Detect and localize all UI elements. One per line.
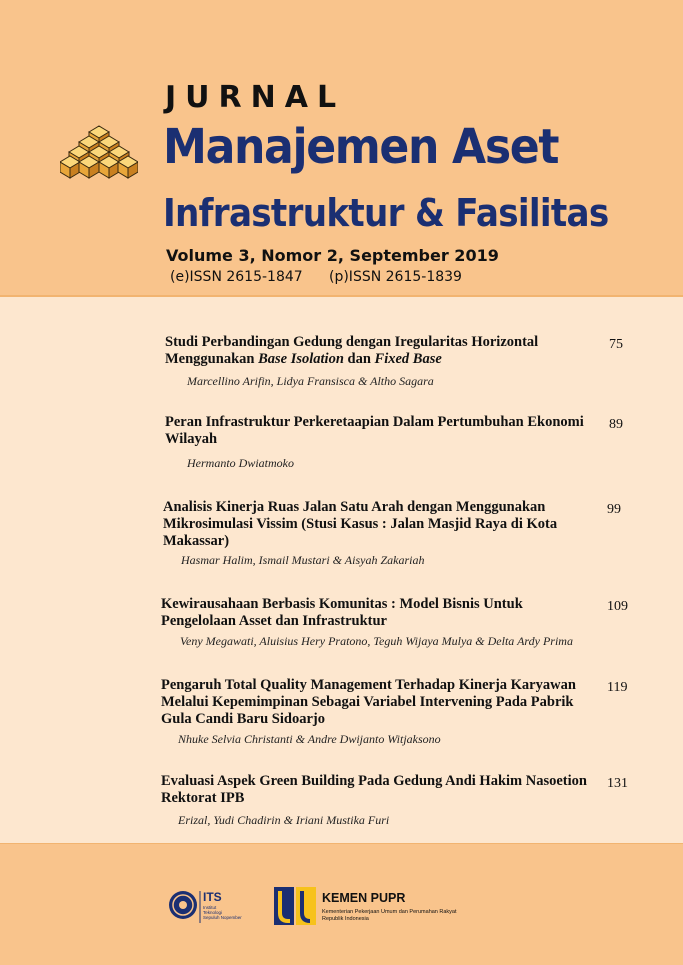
article-page-number: 109 bbox=[607, 599, 628, 614]
article-title-italic: Base Isolation bbox=[258, 351, 344, 367]
article-title[interactable]: Pengaruh Total Quality Management Terhadap Kinerja Karyawan Melalui Kepemimpinan Sebagai Variabel Intervening Pada Pabrik Gula Candi Baru Sidoarjo bbox=[161, 677, 576, 727]
its-logo bbox=[168, 885, 258, 929]
article-page-number: 99 bbox=[607, 502, 621, 517]
article-authors: Hasmar Halim, Ismail Mustari & Aisyah Zakariah bbox=[181, 553, 425, 567]
article-authors: Erizal, Yudi Chadirin & Iriani Mustika Furi bbox=[178, 813, 390, 827]
article-title[interactable]: Analisis Kinerja Ruas Jalan Satu Arah dengan Menggunakan Mikrosimulasi Vissim (Stusi Kasus : Jalan Masjid Raya di Kota Makassar) bbox=[163, 499, 558, 549]
article-page-number: 75 bbox=[609, 337, 623, 352]
article-page-number: 131 bbox=[607, 776, 628, 791]
article-title[interactable] bbox=[165, 334, 605, 368]
its-logo-text: ITS bbox=[203, 890, 222, 904]
article-page-number: 89 bbox=[609, 417, 623, 432]
pupr-country: Republik Indonesia bbox=[322, 916, 369, 922]
article-authors: Veny Megawati, Aluisius Hery Pratono, Teguh Wijaya Mulya & Delta Ardy Prima bbox=[180, 634, 573, 648]
its-sub-2: Teknologi bbox=[203, 910, 223, 915]
pupr-name: KEMEN PUPR bbox=[322, 891, 406, 905]
article-authors: Nhuke Selvia Christanti & Andre Dwijanto Witjaksono bbox=[178, 732, 441, 746]
pupr-logo bbox=[272, 883, 318, 929]
article-title[interactable]: Kewirausahaan Berbasis Komunitas : Model Bisnis Untuk Pengelolaan Asset dan Infrastruktur bbox=[161, 596, 523, 629]
journal-label: JURNAL bbox=[165, 80, 346, 115]
article-title[interactable]: Evaluasi Aspek Green Building Pada Gedung Andi Hakim Nasoetion Rektorat IPB bbox=[161, 773, 587, 806]
article-page-number: 119 bbox=[607, 680, 628, 695]
journal-title-line2: Infrastruktur & Fasilitas bbox=[163, 191, 609, 235]
article-title-text: Studi Perbandingan Gedung dengan Iregularitas Horizontal Menggunakan bbox=[165, 334, 539, 367]
article-title-text: dan bbox=[343, 351, 375, 367]
its-sub-1: Institut bbox=[203, 905, 217, 910]
pupr-subtitle: Kementerian Pekerjaan Umum dan Perumahan Rakyat bbox=[322, 909, 457, 915]
volume-info: Volume 3, Nomor 2, September 2019 bbox=[166, 246, 499, 265]
issn-print: (p)ISSN 2615-1839 bbox=[329, 269, 462, 285]
its-sub-3: Sepuluh Nopember bbox=[203, 915, 242, 920]
journal-title-line1: Manajemen Aset bbox=[163, 119, 559, 175]
article-title[interactable]: Peran Infrastruktur Perkeretaapian Dalam Pertumbuhan Ekonomi Wilayah bbox=[165, 414, 584, 447]
issn-electronic: (e)ISSN 2615-1847 bbox=[170, 269, 303, 285]
article-authors: Hermanto Dwiatmoko bbox=[187, 456, 294, 470]
article-authors: Marcellino Arifin, Lidya Fransisca & Altho Sagara bbox=[187, 374, 434, 388]
article-title-italic: Fixed Base bbox=[374, 351, 442, 367]
stacked-cubes-logo bbox=[60, 124, 138, 180]
